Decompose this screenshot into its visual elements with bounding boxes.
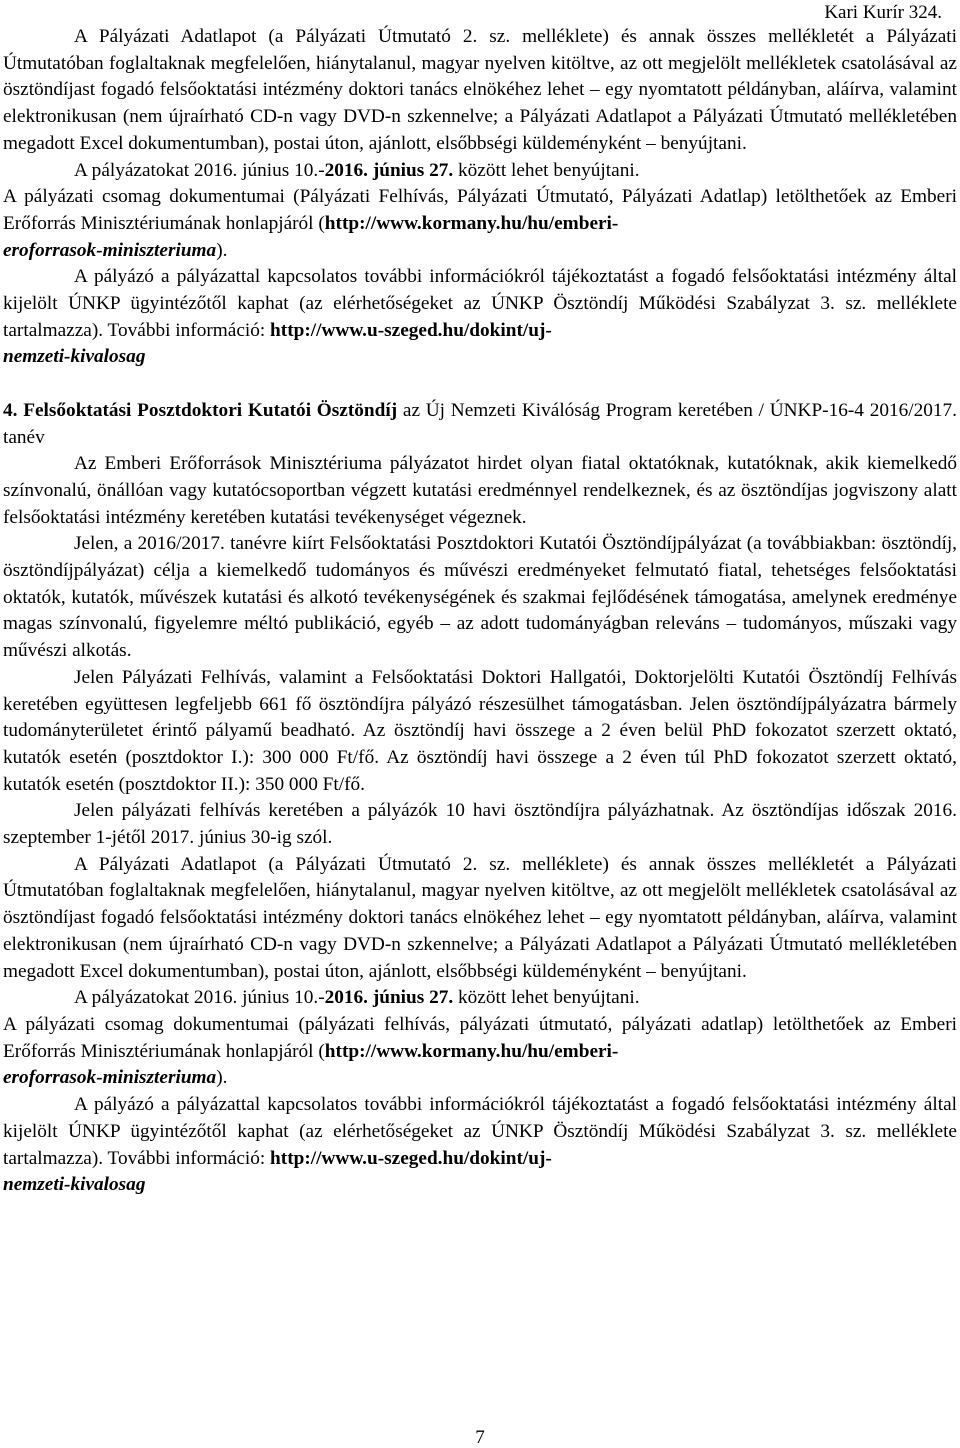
section-heading-4: [3, 398, 957, 451]
uszeged-link-main[interactable]: http://www.u-szeged.hu/dokint/uj-: [270, 319, 552, 341]
paragraph-documents-2: [3, 1012, 957, 1092]
info-text-2: A pályázó a pályázattal kapcsolatos további információkról tájékoztatást a fogadó felsőoktatási intézmény által kijelölt ÚNKP ügyintézőtől kaphat (az elérhetőségeket az ÚNKP Ösztöndíj Működési Szabályzat 3. sz. melléklete tartalmazza). További információ:: [3, 1094, 957, 1169]
paragraph-call-intro: Az Emberi Erőforrások Minisztériuma pályázatot hirdet olyan fiatal oktatóknak, kutatóknak, akik kiemelkedő színvonalú, önállóan vagy kutatócsoportban végzett kutatási eredménnyel rendelkeznek, és az ösztöndíjas jogviszony alatt felsőoktatási intézmény keretében kutatási tevékenységet végeznek.: [3, 453, 957, 528]
uszeged-link-tail-2[interactable]: nemzeti-kivalosag: [3, 1174, 146, 1196]
deadline-post-2: között lehet benyújtani.: [453, 987, 640, 1009]
documents-text-2: A pályázati csomag dokumentumai (pályázati felhívás, pályázati útmutató, pályázati adatlap) letölthetőek az Emberi Erőforrás Minisztériumának honlapjáról (: [3, 1014, 957, 1062]
section-subtitle: az Új Nemzeti Kiválóság Program keretében / ÚNKP-16-4 2016/2017. tanév: [3, 399, 957, 448]
deadline-pre-2: A pályázatokat 2016. június 10.-: [74, 987, 325, 1009]
paragraph-call-goal: Jelen, a 2016/2017. tanévre kiírt Felsőoktatási Posztdoktori Kutatói Ösztöndíjpályázat (a továbbiakban: ösztöndíj, ösztöndíjpályázat) célja a kiemelkedő tudományos és művészi eredményeket felmutató fiatal, tehetséges felsőoktatási oktatók, kutatók, művészek kutatási és alkotó tevékenységének és szakmai fejlődésének támogatása, amelynek eredménye magas színvonalú, figyelemre méltó publikáció, egyéb – az adott tudományágban releváns – tudományos, műszaki vagy művészi alkotás.: [3, 533, 957, 662]
paragraph-call-funding: Jelen Pályázati Felhívás, valamint a Felsőoktatási Doktori Hallgatói, Doktorjelölti Kutatói Ösztöndíj Felhívás keretében együttesen legfeljebb 661 fő ösztöndíjra pályázó részesülhet támogatásban. Jelen ösztöndíjpályázatra bármely tudományterületet érintő pályamű beadható. Az ösztöndíj havi összege a 2 éven belül PhD fokozatot szerzett oktató, kutatók esetén (posztdoktor I.): 300 000 Ft/fő. Az ösztöndíj havi összege a 2 éven túl PhD fokozatot szerzett oktató, kutatók esetén (posztdoktor II.): 350 000 Ft/fő.: [3, 666, 957, 795]
running-header: Kari Kurír 324.: [824, 2, 942, 23]
documents-text: A pályázati csomag dokumentumai (Pályázati Felhívás, Pályázati Útmutató, Pályázati Adatlap) letölthetőek az Emberi Erőforrás Minisztériumának honlapjáról (: [3, 186, 957, 234]
paragraph-info-1: [3, 264, 957, 371]
uszeged-link-main-2[interactable]: http://www.u-szeged.hu/dokint/uj-: [270, 1147, 552, 1169]
deadline-post: között lehet benyújtani.: [453, 159, 640, 181]
deadline-date-2: 2016. június 27.: [324, 987, 454, 1009]
paragraph-deadline-2: [3, 985, 957, 1012]
document-body: [3, 24, 957, 1199]
paragraph-deadline-1: [3, 158, 957, 185]
uszeged-link-tail[interactable]: nemzeti-kivalosag: [3, 346, 146, 368]
info-text: A pályázó a pályázattal kapcsolatos további információkról tájékoztatást a fogadó felsőoktatási intézmény által kijelölt ÚNKP ügyintézőtől kaphat (az elérhetőségeket az ÚNKP Ösztöndíj Működési Szabályzat 3. sz. melléklete tartalmazza). További információ:: [3, 266, 957, 341]
kormany-link-tail-2[interactable]: eroforrasok-miniszteriuma: [3, 1067, 217, 1089]
paragraph-documents-1: [3, 184, 957, 264]
paragraph-submission-1: A Pályázati Adatlapot (a Pályázati Útmutató 2. sz. melléklete) és annak összes mellékletét a Pályázati Útmutatóban foglaltaknak megfelelően, hiánytalanul, magyar nyelven kitöltve, az ott megjelölt mellékletek csatolásával az ösztöndíjast fogadó felsőoktatási intézmény doktori tanács elnökéhez lehet – egy nyomtatott példányban, aláírva, valamint elektronikusan (nem újraírható CD-n vagy DVD-n szkennelve; a Pályázati Adatlapot a Pályázati Útmutató mellékletében megadott Excel dokumentumban), postai úton, ajánlott, elsőbbségi küldeményként – benyújtani.: [3, 26, 957, 154]
page-number: 7: [475, 1427, 485, 1448]
kormany-link-tail[interactable]: eroforrasok-miniszteriuma: [3, 239, 217, 261]
deadline-pre: A pályázatokat 2016. június 10.-: [74, 159, 325, 181]
deadline-date: 2016. június 27.: [324, 159, 454, 181]
paragraph-info-2: [3, 1092, 957, 1199]
documents-close-2: ).: [216, 1067, 228, 1089]
section-number: 4.: [3, 399, 18, 421]
paragraph-call-duration: Jelen pályázati felhívás keretében a pályázók 10 havi ösztöndíjra pályázhatnak. Az ösztöndíjas időszak 2016. szeptember 1-jétől 2017. június 30-ig szól.: [3, 800, 957, 849]
kormany-link-main[interactable]: http://www.kormany.hu/hu/emberi-: [324, 212, 619, 234]
section-title: Felsőoktatási Posztdoktori Kutatói Ösztöndíj: [23, 399, 398, 421]
documents-close: ).: [216, 239, 228, 261]
paragraph-submission-2: A Pályázati Adatlapot (a Pályázati Útmutató 2. sz. melléklete) és annak összes mellékletét a Pályázati Útmutatóban foglaltaknak megfelelően, hiánytalanul, magyar nyelven kitöltve, az ott megjelölt mellékletek csatolásával az ösztöndíjast fogadó felsőoktatási intézmény doktori tanács elnökéhez lehet – egy nyomtatott példányban, aláírva, valamint elektronikusan (nem újraírható CD-n vagy DVD-n szkennelve; a Pályázati Adatlapot a Pályázati Útmutató mellékletében megadott Excel dokumentumban), postai úton, ajánlott, elsőbbségi küldeményként – benyújtani.: [3, 853, 957, 982]
kormany-link-main-2[interactable]: http://www.kormany.hu/hu/emberi-: [324, 1040, 619, 1062]
